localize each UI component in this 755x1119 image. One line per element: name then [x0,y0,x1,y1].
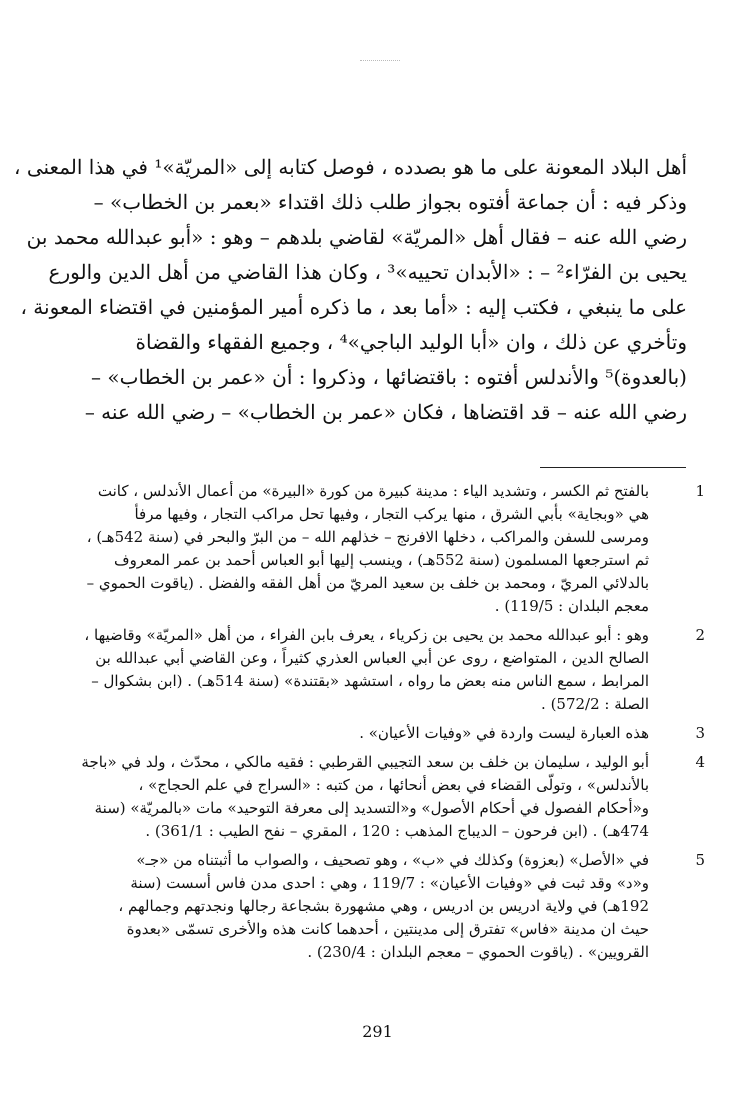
footnote-line: بالدلائي المريّ ، ومحمد بن خلف بن سعيد المريّ من أهل الفقه والفضل . (ياقوت الحموي – [86,574,649,592]
main-text-line: رضي الله عنه – فقال أهل «المريّة» لقاضي بلدهم – وهو : «أبو عبدالله محمد بن [26,225,687,249]
footnote-separator [540,467,686,468]
footnote [50,722,705,745]
footnote-line: هذه العبارة ليست واردة في «وفيات الأعيان» . [359,724,649,742]
footnote-body [50,751,649,843]
page-number: 291 [362,1022,393,1041]
footnote-line: بالفتح ثم الكسر ، وتشديد الياء : مدينة كبيرة من كورة «البيرة» من أعمال الأندلس ، كانت [97,482,649,500]
footnote-body [50,849,649,964]
main-text-line: وذكر فيه : أن جماعة أفتوه بجواز طلب ذلك اقتداء «بعمر بن الخطاب» – [93,190,687,214]
footnote-body [50,480,649,618]
footnote-line: هي «وبجاية» بأبي الشرق ، منها يركب التجار ، وفيها تحل مراكب التجار ، وفيها مرفأ [134,505,649,523]
footnote-line: 474هـ) . (ابن فرحون – الديباج المذهب : 120 ، المقري – نفح الطيب : 361/1) . [145,822,649,840]
footnote-line: بالأندلس» ، وتولّى القضاء في بعض أنحائها ، من كتبه : «السراج في علم الحجاج» ، [138,776,649,794]
scan-speck [360,60,400,63]
footnote-number: 5 [695,851,705,869]
footnote-line: القرويين» . (ياقوت الحموي – معجم البلدان : 230/4) . [307,943,649,961]
main-text-line: (بالعدوة)⁵ والأندلس أفتوه : باقتضائها ، وذكروا : أن «عمر بن الخطاب» – [91,365,687,389]
footnote-line: الصلة : 572/2) . [541,695,649,713]
footnote [50,480,705,618]
footnote-number: 3 [695,724,705,742]
footnote-line: و«أحكام الفصول في أحكام الأصول» و«التسديد إلى معرفة التوحيد» مات «بالمريّة» (سنة [94,799,649,817]
main-text-line: على ما ينبغي ، فكتب إليه : «أما بعد ، ما ذكره أمير المؤمنين في اقتضاء المعونة ، [20,295,687,319]
footnote-line: في «الأصل» (بعزوة) وكذلك في «ب» ، وهو تصحيف ، والصواب ما أثبتناه من «جـ» [136,851,649,869]
footnote-number: 2 [695,626,705,644]
footnote-line: ومرسى للسفن والمراكب ، دخلها الافرنج – خذلهم الله – من البرّ والبحر في (سنة 542هـ) ، [86,528,649,546]
main-text-line: يحيى بن الفرّاء² – : «الأبدان تحييه»³ ، وكان هذا القاضي من أهل الدين والورع [48,260,687,284]
footnote-body [50,624,649,716]
main-text-line: وتأخري عن ذلك ، وان «أبا الوليد الباجي»⁴ ، وجميع الفقهاء والقضاة [135,330,687,354]
footnote-line: و«د» وقد ثبت في «وفيات الأعيان» : 119/7 ، وهي : احدى مدن فاس أسست (سنة [130,874,649,892]
footnote-line: وهو : أبو عبدالله محمد بن يحيى بن زكرياء ، يعرف بابن الفراء ، من أهل «المريّة» وقاضيها ، [84,626,649,644]
main-text-line: أهل البلاد المعونة على ما هو بصدده ، فوصل كتابه إلى «المريّة»¹ في هذا المعنى ، [14,155,687,179]
footnote [50,624,705,716]
footnote-line: معجم البلدان : 119/5) . [494,597,649,615]
footnote-line: 192هـ) في ولاية ادريس بن ادريس ، وهي مشهورة بشجاعة رجالها ونجدتهم وجمالهم ، [118,897,649,915]
main-text-block [14,150,687,430]
footnote-number: 4 [695,753,705,771]
footnote-line: ثم استرجعها المسلمون (سنة 552هـ) ، وينسب إليها أبو العباس أحمد بن عمر المعروف [114,551,649,569]
footnote-number: 1 [695,482,705,500]
footnote-body [50,722,649,745]
footnote-line: حيث ان مدينة «فاس» تفترق إلى مدينتين ، أحدهما كانت هذه والأخرى تسمّى «بعدوة [126,920,649,938]
footnote-line: أبو الوليد ، سليمان بن خلف بن سعد التجيبي القرطبي : فقيه مالكي ، محدّث ، ولد في «باجة [81,753,649,771]
main-text-line: رضي الله عنه – قد اقتضاها ، فكان «عمر بن الخطاب» – رضي الله عنه – [84,400,687,424]
footnote-line: المرابط ، سمع الناس منه بعض ما رواه ، استشهد «بقتندة» (سنة 514هـ) . (ابن بشكوال – [91,672,649,690]
footnotes-block [50,480,705,970]
footnote [50,849,705,964]
footnote [50,751,705,843]
footnote-line: الصالح الدين ، المتواضع ، روى عن أبي العباس العذري كثيراً ، وعن القاضي أبي عبدالله بن [95,649,649,667]
